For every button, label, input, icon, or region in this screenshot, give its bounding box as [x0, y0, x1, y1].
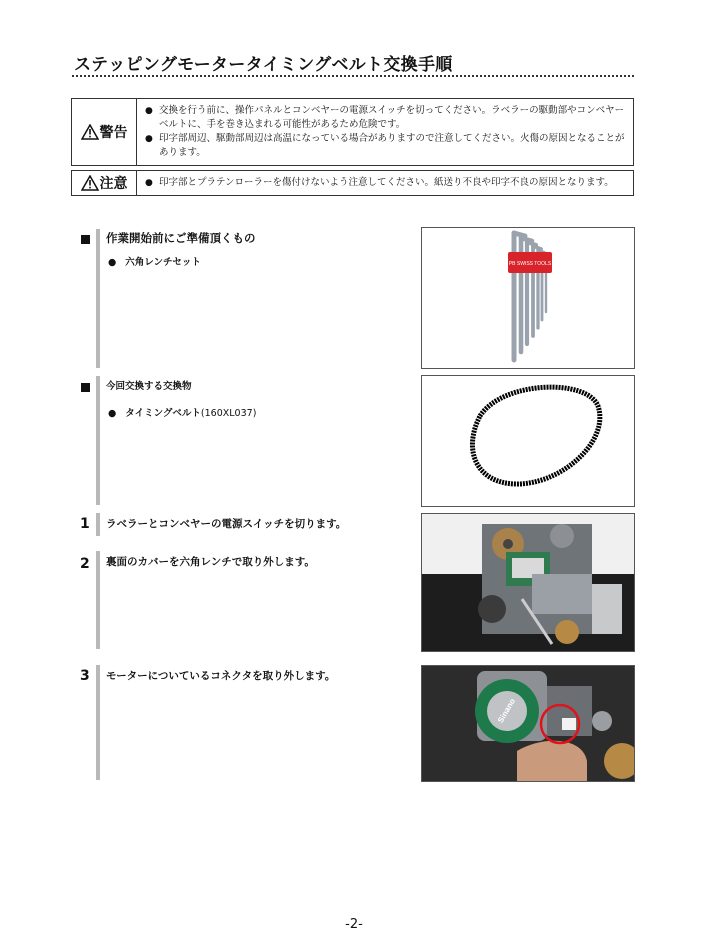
wrench-brand-text: PB SWISS TOOLS [508, 261, 552, 267]
caution-label: 注意 [99, 176, 128, 192]
motor-brand-text: Sinano [496, 696, 518, 725]
step-text: ラベラーとコンベヤーの電源スイッチを切ります。 [106, 518, 347, 530]
list-item: ● 交換を行う前に、操作パネルとコンベヤーの電源スイッチを切ってください。ラベラーの駆動部やコンベヤーベルトに、手を巻き込まれる可能性があるため危険です。 [145, 105, 625, 130]
page-number: -2- [345, 917, 363, 932]
list-item: ● 印字部とプラテンローラーを傷付けないよう注意してください。紙送り不良や印字不良の原因となります。 [145, 177, 614, 188]
step-number: 3 [80, 668, 90, 684]
motor-connector-photo [421, 665, 635, 782]
warning-body [137, 99, 634, 166]
tools-heading: 作業開始前にご準備頂くもの [106, 231, 256, 245]
section-bar [96, 376, 100, 505]
parts-heading: 今回交換する交換物 [106, 381, 192, 392]
hex-wrench-illustration [422, 228, 634, 368]
motor-illustration [422, 666, 634, 781]
warning-table [71, 98, 634, 196]
section-marker-square [81, 383, 90, 392]
warning-row [72, 99, 634, 166]
step-text: 裏面のカバーを六角レンチで取り外します。 [106, 556, 315, 568]
timing-belt-illustration [422, 376, 634, 506]
page-title: ステッピングモータータイミングベルト交換手順 [74, 55, 453, 75]
warning-label-cell [72, 99, 137, 166]
caution-icon [81, 175, 99, 191]
parts-item: ● タイミングベルト(160XL037) [108, 408, 257, 419]
caution-row [72, 171, 634, 196]
title-underline [72, 75, 634, 77]
step-number: 2 [80, 556, 90, 572]
timing-belt-photo [421, 375, 635, 507]
hex-wrench-photo [421, 227, 635, 369]
caution-body [137, 171, 634, 196]
step-bar [96, 665, 100, 780]
list-item: ● 印字部周辺、駆動部周辺は高温になっている場合がありますので注意してください。火傷の原因となることがあります。 [145, 133, 625, 158]
section-marker-square [81, 235, 90, 244]
warning-icon [81, 124, 99, 140]
machine-rear-photo [421, 513, 635, 652]
step-bar [96, 551, 100, 649]
tools-item: ● 六角レンチセット [108, 257, 201, 268]
step-text: モーターについているコネクタを取り外します。 [106, 670, 336, 682]
step-bar [96, 513, 100, 536]
warning-label: 警告 [99, 125, 128, 141]
section-bar [96, 229, 100, 368]
step-number: 1 [80, 516, 90, 532]
machine-illustration [422, 514, 634, 651]
caution-label-cell [72, 171, 137, 196]
